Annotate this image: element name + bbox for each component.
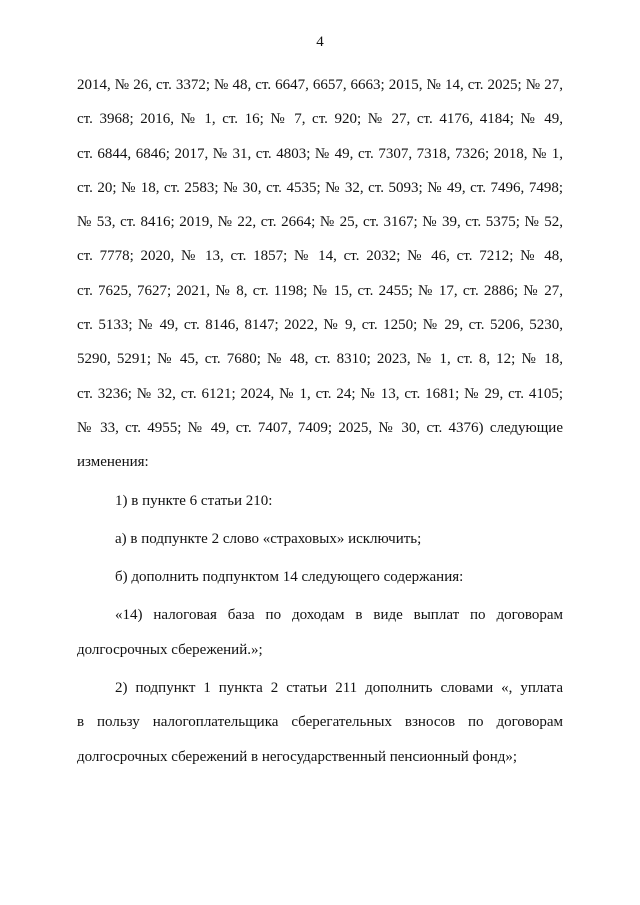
text-line: «14) налоговая база по доходам в виде выплат по договорам	[115, 607, 563, 624]
text-line: ст. 3236; № 32, ст. 6121; 2024, № 1, ст. 24; № 13, ст. 1681; № 29, ст. 4105;	[77, 385, 563, 402]
text-line: 2) подпункт 1 пункта 2 статьи 211 дополнить словами «, уплата	[115, 680, 563, 697]
text-line: № 53, ст. 8416; 2019, № 22, ст. 2664; № 25, ст. 3167; № 39, ст. 5375; № 52,	[77, 214, 563, 231]
text-line: № 33, ст. 4955; № 49, ст. 7407, 7409; 2025, № 30, ст. 4376) следующие	[77, 419, 563, 436]
text-line: ст. 7625, 7627; 2021, № 8, ст. 1198; № 15, ст. 2455; № 17, ст. 2886; № 27,	[77, 282, 563, 299]
text-line: ст. 3968; 2016, № 1, ст. 16; № 7, ст. 920; № 27, ст. 4176, 4184; № 49,	[77, 111, 563, 128]
text-line: 2014, № 26, ст. 3372; № 48, ст. 6647, 6657, 6663; 2015, № 14, ст. 2025; № 27,	[77, 77, 563, 93]
text-line: ст. 20; № 18, ст. 2583; № 30, ст. 4535; № 32, ст. 5093; № 49, ст. 7496, 7498;	[77, 179, 563, 196]
list-item: а) в подпункте 2 слово «страховых» исключить;	[115, 530, 422, 547]
document-body	[77, 68, 563, 774]
text-line: ст. 5133; № 49, ст. 8146, 8147; 2022, № 9, ст. 1250; № 29, ст. 5206, 5230,	[77, 317, 563, 334]
text-line: долгосрочных сбережений.»;	[77, 641, 263, 658]
text-line: ст. 6844, 6846; 2017, № 31, ст. 4803; № 49, ст. 7307, 7318, 7326; 2018, № 1,	[77, 145, 563, 162]
list-item: б) дополнить подпунктом 14 следующего содержания:	[115, 569, 464, 586]
page-number: 4	[316, 34, 324, 50]
text-line: ст. 7778; 2020, № 13, ст. 1857; № 14, ст. 2032; № 46, ст. 7212; № 48,	[77, 248, 563, 265]
text-line: долгосрочных сбережений в негосударственный пенсионный фонд»;	[77, 748, 518, 765]
text-line: изменения:	[77, 454, 149, 471]
list-item: 1) в пункте 6 статьи 210:	[115, 492, 273, 509]
text-line: в пользу налогоплательщика сберегательных взносов по договорам	[77, 714, 563, 731]
text-line: 5290, 5291; № 45, ст. 7680; № 48, ст. 8310; 2023, № 1, ст. 8, 12; № 18,	[77, 351, 563, 368]
